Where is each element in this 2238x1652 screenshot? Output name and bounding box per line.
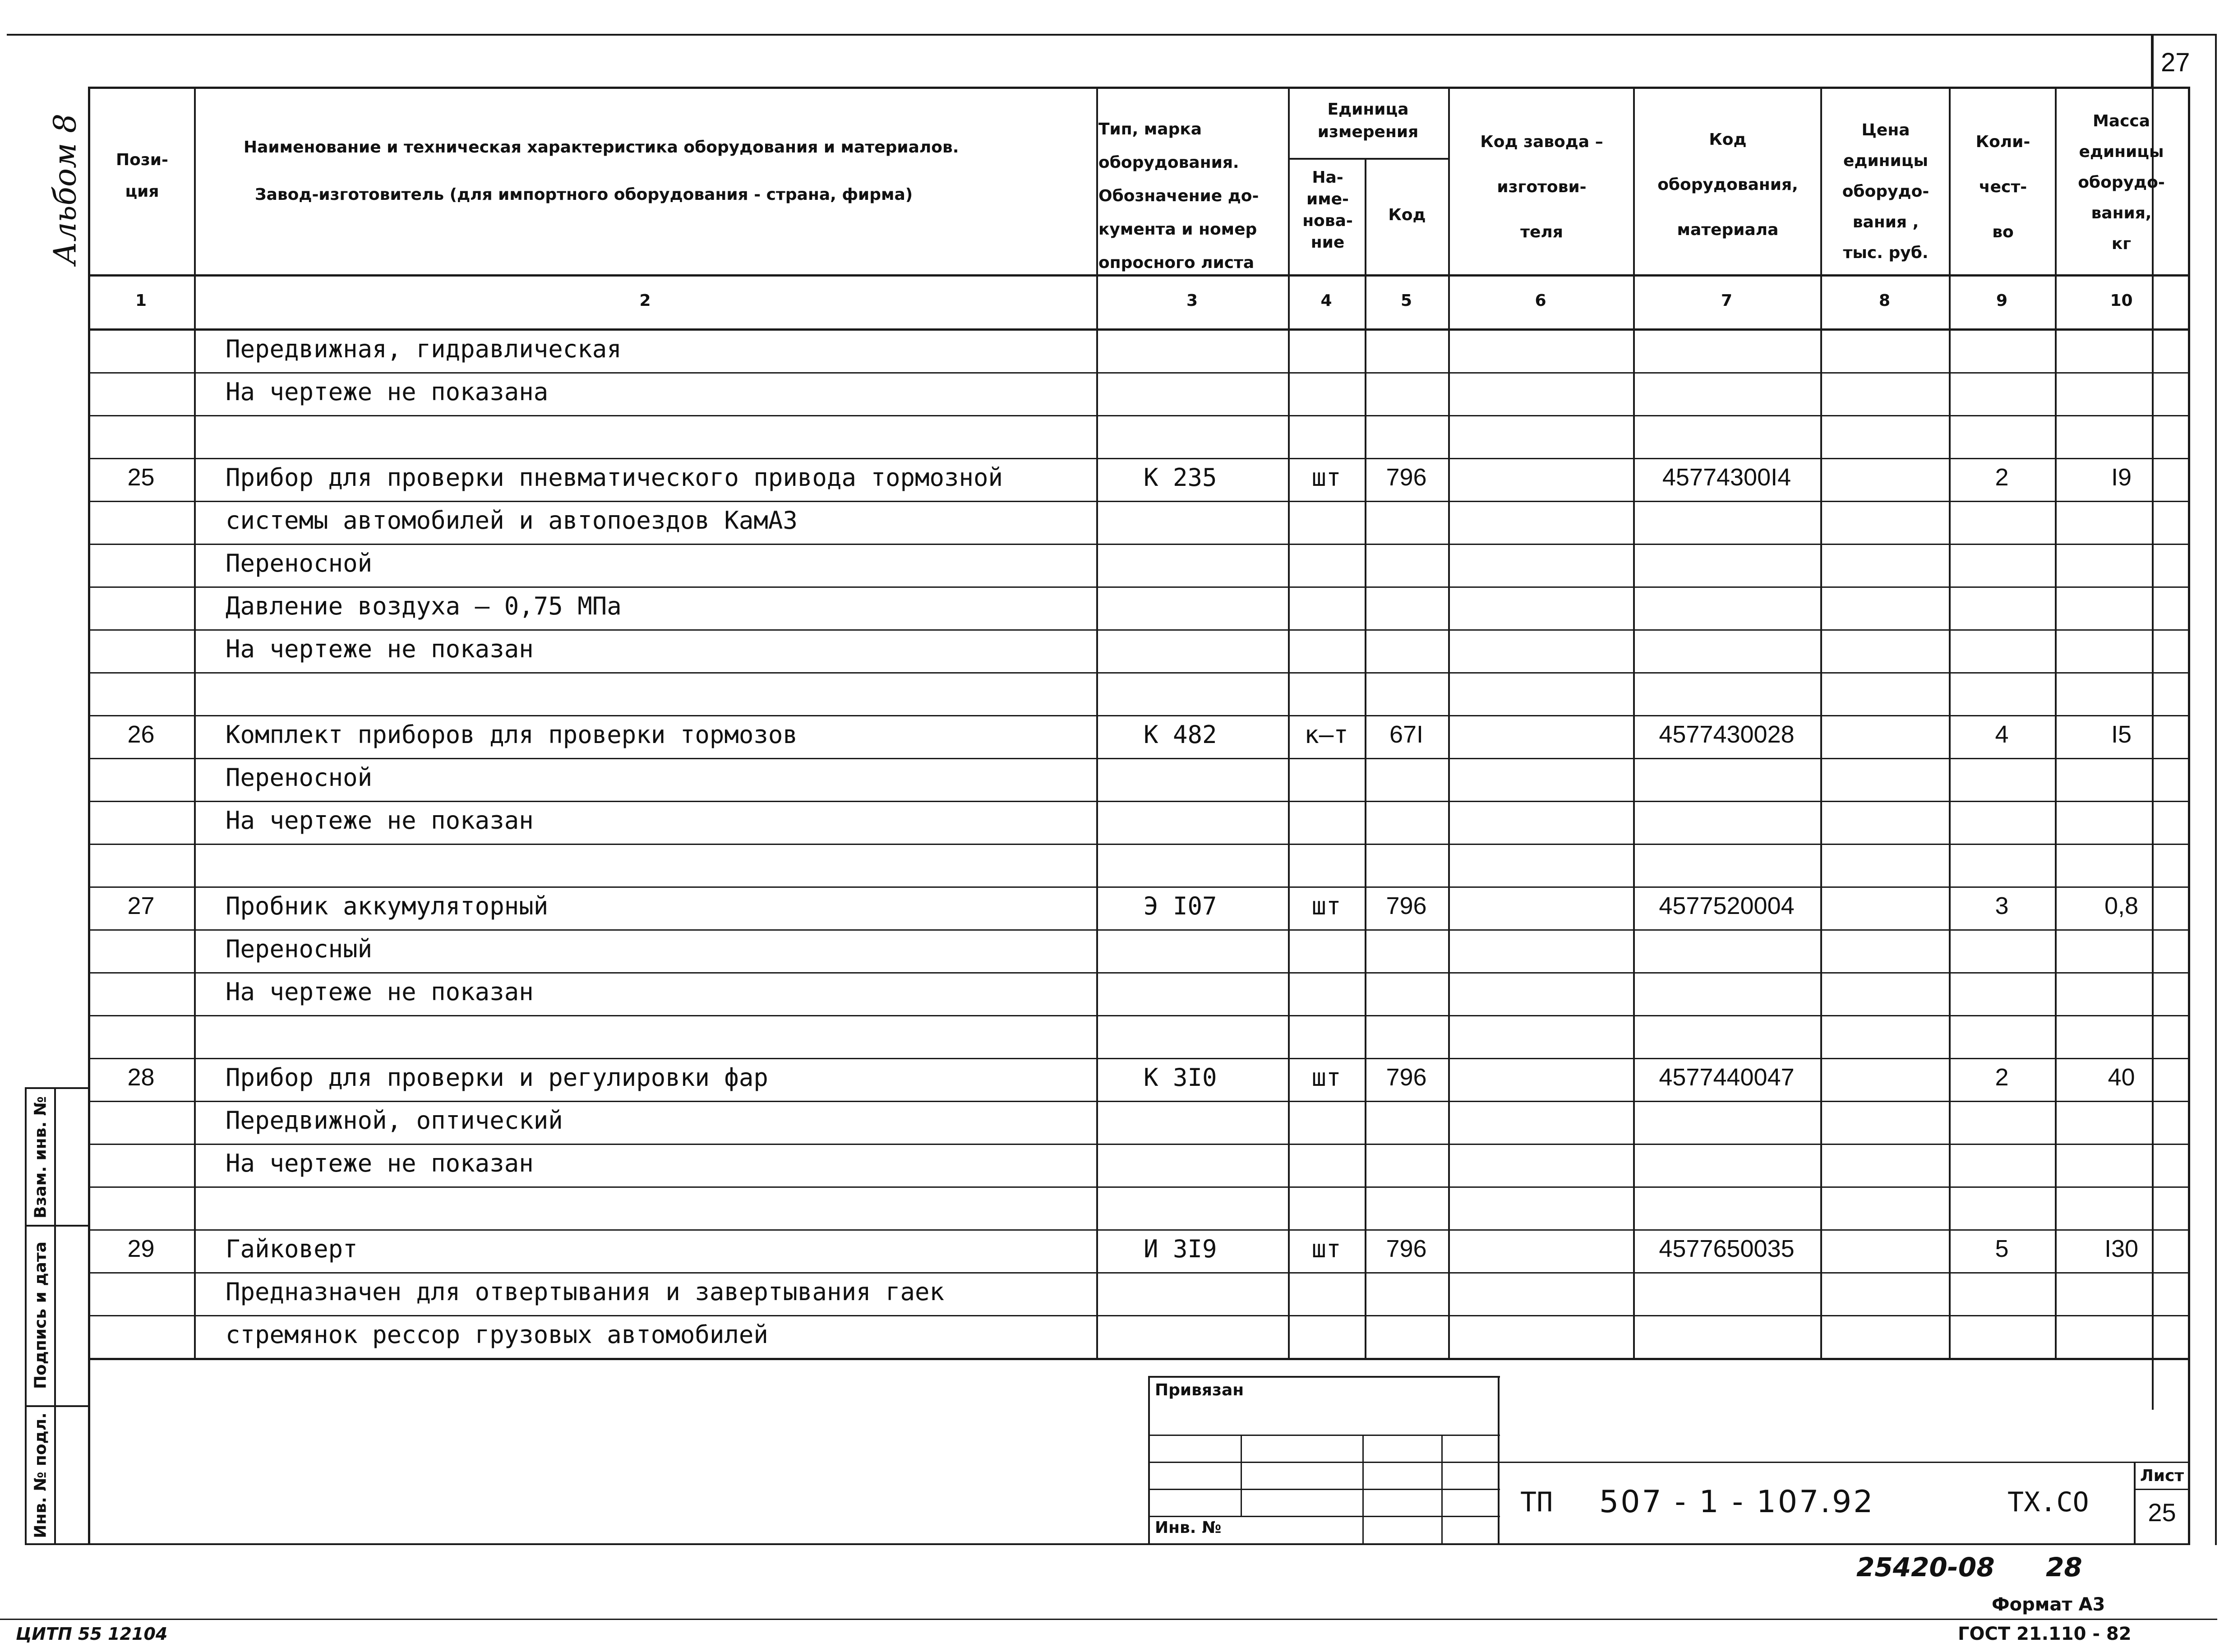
header-col7: Код оборудования, материала xyxy=(1657,130,1798,239)
side-stamp-div1 xyxy=(25,1225,88,1227)
cell-pos: 28 xyxy=(127,1064,155,1091)
column-number: 6 xyxy=(1535,291,1546,310)
column-number: 7 xyxy=(1721,291,1733,310)
row-line xyxy=(88,501,2188,502)
stamp-row3 xyxy=(1148,1489,1500,1490)
units-subdivider xyxy=(1288,158,1448,160)
title-block-top xyxy=(1498,1462,2188,1463)
column-number: 1 xyxy=(135,291,147,310)
column-line xyxy=(1820,87,1822,1358)
cell-pos: 25 xyxy=(127,464,155,491)
cell-equip-code: 4577430028 xyxy=(1659,721,1795,748)
cell-name: На чертеже не показана xyxy=(226,378,549,406)
cell-name: Прибор для проверки и регулировки фар xyxy=(226,1063,768,1092)
row-line xyxy=(88,544,2188,545)
table-body-bottom xyxy=(88,1358,2188,1360)
column-line xyxy=(1096,87,1098,1358)
column-number: 8 xyxy=(1878,291,1891,310)
column-line xyxy=(1949,87,1951,1358)
cell-type: К 3I0 xyxy=(1144,1063,1217,1092)
footer-archive-page: 28 xyxy=(2046,1552,2082,1583)
stamp-col2 xyxy=(1362,1435,1364,1545)
column-line xyxy=(1288,87,1290,1358)
row-line xyxy=(88,672,2188,674)
cell-name: Переносный xyxy=(226,935,373,963)
cell-name: стремянок рессор грузовых автомобилей xyxy=(226,1320,768,1349)
cell-mass: I30 xyxy=(2104,1235,2139,1262)
cell-unit: шт xyxy=(1311,1235,1341,1263)
column-line xyxy=(1365,158,1366,1358)
cell-qty: 3 xyxy=(1995,892,2009,919)
cell-name: Передвижная, гидравлическая xyxy=(226,335,622,363)
side-stamp-mid xyxy=(54,1087,56,1545)
column-number: 9 xyxy=(1996,291,2008,310)
column-line xyxy=(194,87,196,1358)
cell-mass: 40 xyxy=(2108,1064,2135,1091)
column-line xyxy=(88,87,90,1358)
cell-name: Комплект приборов для проверки тормозов xyxy=(226,720,798,749)
row-line xyxy=(88,715,2188,716)
stamp-col1 xyxy=(1241,1435,1242,1516)
header-col1: Пози- ция xyxy=(116,151,168,201)
lower-area-right xyxy=(2188,1358,2190,1545)
cell-mass: I5 xyxy=(2111,721,2132,748)
corner-box-top xyxy=(2151,34,2217,36)
stamp-row2 xyxy=(1148,1462,1500,1463)
cell-code: 796 xyxy=(1386,464,1427,491)
cell-equip-code: 45774300I4 xyxy=(1662,464,1791,491)
cell-name: Предназначен для отвертывания и завертывания гаек xyxy=(226,1278,945,1306)
cell-qty: 4 xyxy=(1995,721,2009,748)
footer-format: Формат А3 xyxy=(1992,1594,2105,1615)
stamp-frame-left xyxy=(1148,1376,1150,1545)
stamp-frame-top xyxy=(1148,1376,1500,1378)
side-stamp-div2 xyxy=(25,1405,88,1407)
header-col5: Код xyxy=(1388,206,1426,224)
cell-name: Переносной xyxy=(226,763,373,792)
cell-equip-code: 4577440047 xyxy=(1659,1064,1795,1091)
stamp-inv-no: Инв. № xyxy=(1155,1518,1222,1537)
cell-pos: 29 xyxy=(127,1235,155,1262)
stamp-privyazan: Привязан xyxy=(1155,1381,1244,1399)
sheet-corner-number: 27 xyxy=(2161,48,2190,77)
cell-unit: шт xyxy=(1311,892,1341,920)
cell-name: На чертеже не показан xyxy=(226,806,534,835)
header-col10: Масса единицы оборудо- вания, кг xyxy=(2078,112,2165,253)
footer-citp: ЦИТП 55 12104 xyxy=(16,1624,168,1644)
side-stamp-left xyxy=(25,1087,27,1545)
cell-mass: 0,8 xyxy=(2104,892,2139,919)
stamp-list-label: Лист xyxy=(2140,1467,2184,1485)
footer-archive-number: 25420-08 xyxy=(1856,1552,1995,1583)
row-line xyxy=(88,586,2188,588)
cell-qty: 2 xyxy=(1995,1064,2009,1091)
cell-unit: шт xyxy=(1311,463,1341,492)
header-col2-line1: Наименование и техническая характеристика оборудования и материалов. xyxy=(244,138,959,157)
list-box-left xyxy=(2134,1462,2136,1545)
corner-box-vertical xyxy=(2151,34,2153,88)
side-stamp-top xyxy=(25,1087,88,1089)
cell-qty: 2 xyxy=(1995,464,2009,491)
header-col4: На- име- нова- ние xyxy=(1302,168,1353,252)
header-col6: Код завода – изготови- теля xyxy=(1480,133,1603,241)
row-line xyxy=(88,1101,2188,1102)
row-line xyxy=(88,886,2188,888)
cell-type: К 482 xyxy=(1144,720,1217,749)
row-line xyxy=(88,1315,2188,1316)
cell-name: Пробник аккумуляторный xyxy=(226,892,549,920)
row-line xyxy=(88,801,2188,802)
stamp-doc-number: 507 - 1 - 107.92 xyxy=(1599,1484,1875,1520)
row-line xyxy=(88,844,2188,845)
cell-name: Давление воздуха – 0,75 МПа xyxy=(226,592,622,620)
row-line xyxy=(88,972,2188,974)
stamp-tp: ТП xyxy=(1520,1486,1553,1518)
column-number: 4 xyxy=(1320,291,1332,310)
table-top xyxy=(88,87,2188,89)
cell-name: Передвижной, оптический xyxy=(226,1106,563,1135)
cell-code: 796 xyxy=(1386,1235,1427,1262)
cell-mass: I9 xyxy=(2111,464,2132,491)
stamp-frame-right xyxy=(1498,1376,1500,1545)
footer-gost: ГОСТ 21.110 - 82 xyxy=(1958,1624,2132,1644)
stamp-col3 xyxy=(1441,1435,1443,1545)
side-stamp-inv-podl: Инв. № подл. xyxy=(31,1412,50,1538)
stamp-list-number: 25 xyxy=(2148,1498,2176,1527)
cell-code: 796 xyxy=(1386,1064,1427,1091)
row-line xyxy=(88,372,2188,374)
album-label: Альбом 8 xyxy=(47,113,83,265)
header-col2-line2: Завод-изготовитель (для импортного оборудования - страна, фирма) xyxy=(255,185,913,204)
stamp-row1 xyxy=(1148,1435,1500,1436)
stamp-mark: ТХ.СО xyxy=(2007,1486,2089,1518)
column-number: 10 xyxy=(2110,291,2133,310)
row-line xyxy=(88,1058,2188,1059)
cell-name: На чертеже не показан xyxy=(226,978,534,1006)
row-line xyxy=(88,929,2188,931)
list-box-mid xyxy=(2134,1489,2188,1490)
row-line xyxy=(88,1015,2188,1016)
column-number: 3 xyxy=(1186,291,1198,310)
cell-name: На чертеже не показан xyxy=(226,635,534,663)
corner-box-right xyxy=(2215,34,2217,1545)
cell-code: 67I xyxy=(1389,721,1424,748)
row-line xyxy=(88,1272,2188,1274)
side-stamp-bottom xyxy=(25,1543,2190,1545)
footer-rule xyxy=(0,1619,2217,1620)
header-col3: Тип, марка оборудования. Обозначение до- кумента и номер опросного листа xyxy=(1098,120,1259,272)
header-col8: Цена единицы оборудо- вания , тыс. руб. xyxy=(1842,121,1929,262)
row-line xyxy=(88,1144,2188,1145)
row-line xyxy=(88,1186,2188,1188)
column-line xyxy=(1448,87,1450,1358)
column-line xyxy=(2188,87,2190,1358)
cell-qty: 5 xyxy=(1995,1235,2009,1262)
cell-type: Э I07 xyxy=(1144,892,1217,920)
row-line xyxy=(88,758,2188,759)
side-stamp-podpis-data: Подпись и дата xyxy=(31,1241,50,1389)
cell-pos: 27 xyxy=(127,892,155,919)
cell-name: Прибор для проверки пневматического привода тормозной xyxy=(226,463,1003,492)
row-line xyxy=(88,415,2188,416)
cell-equip-code: 4577650035 xyxy=(1659,1235,1795,1262)
cell-type: К 235 xyxy=(1144,463,1217,492)
row-line xyxy=(88,458,2188,459)
numbers-bottom xyxy=(88,328,2188,331)
stamp-row4 xyxy=(1148,1516,1500,1517)
cell-name: Переносной xyxy=(226,549,373,577)
header-unit-group: Единица измерения xyxy=(1317,100,1419,141)
cell-name: системы автомобилей и автопоездов КамАЗ xyxy=(226,506,798,535)
cell-equip-code: 4577520004 xyxy=(1659,892,1795,919)
cell-type: И 3I9 xyxy=(1144,1235,1217,1263)
lower-area-left xyxy=(88,1358,90,1545)
cell-pos: 26 xyxy=(127,721,155,748)
column-line xyxy=(1633,87,1635,1358)
header-col9: Коли- чест- во xyxy=(1975,133,2030,241)
column-number: 2 xyxy=(639,291,651,310)
column-number: 5 xyxy=(1400,291,1412,310)
cell-name: На чертеже не показан xyxy=(226,1149,534,1177)
cell-name: Гайковерт xyxy=(226,1235,358,1263)
cell-unit: к–т xyxy=(1304,720,1348,749)
row-line xyxy=(88,629,2188,631)
cell-code: 796 xyxy=(1386,892,1427,919)
top-border xyxy=(7,34,2154,36)
side-stamp-vzam-inv: Взам. инв. № xyxy=(31,1096,50,1218)
cell-unit: шт xyxy=(1311,1063,1341,1092)
column-line xyxy=(2055,87,2057,1358)
row-line xyxy=(88,1229,2188,1231)
